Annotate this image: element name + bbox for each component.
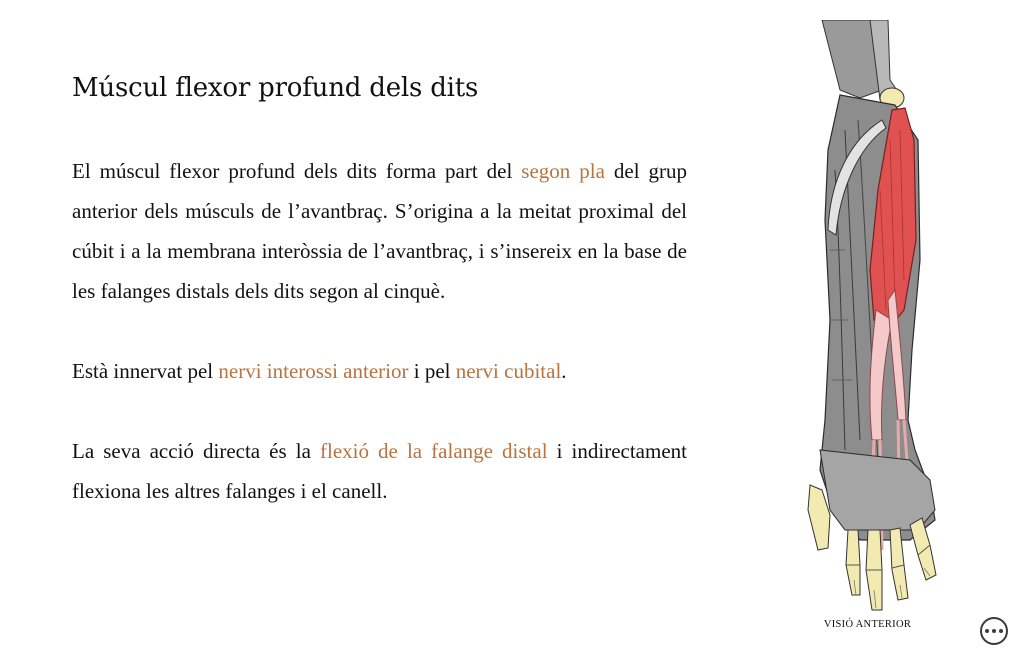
paragraph-action: [72, 431, 687, 511]
paragraph-innervation: [72, 351, 687, 391]
more-options-button[interactable]: [980, 617, 1008, 645]
paragraph-text: del grup anterior dels músculs de l’avantbraç. S’origina a la meitat proximal del cúbit i a la membrana interòssia de l’avantbraç, i s’insereix en la base de les falanges distals dels dits segon al cinquè.: [72, 159, 687, 303]
figure-caption: VISIÓ ANTERIOR: [823, 619, 912, 630]
paragraph-text: La seva acció directa és la: [72, 439, 320, 463]
link-nervi-cubital[interactable]: nervi cubital: [455, 359, 562, 383]
paragraph-origin: [72, 151, 687, 311]
thumb-bone: [808, 485, 830, 550]
little-finger-bone: [910, 518, 936, 580]
paragraph-text: i pel: [408, 359, 456, 383]
forearm-anatomy-svg: [800, 20, 950, 620]
paragraph-text: i indirectament flexiona les altres falanges i el canell.: [72, 439, 687, 503]
paragraph-text: .: [561, 359, 567, 383]
index-finger-bone: [846, 530, 860, 595]
more-horizontal-icon: [985, 629, 989, 633]
content-panel: [72, 70, 687, 511]
paragraph-text: Està innervat pel: [72, 359, 219, 383]
paragraph-text: El múscul flexor profund dels dits forma part del: [72, 159, 522, 183]
page-title: Múscul flexor profund dels dits: [72, 73, 479, 103]
forearm-anatomy-illustration: [800, 20, 950, 620]
more-horizontal-icon: [999, 629, 1003, 633]
link-nervi-interossi-anterior[interactable]: nervi interossi anterior: [218, 359, 409, 383]
finger-detail-lines: [854, 568, 930, 608]
more-horizontal-icon: [992, 629, 996, 633]
link-segon-pla[interactable]: segon pla: [521, 159, 605, 183]
link-flexio-falange-distal[interactable]: flexió de la falange distal: [320, 439, 548, 463]
